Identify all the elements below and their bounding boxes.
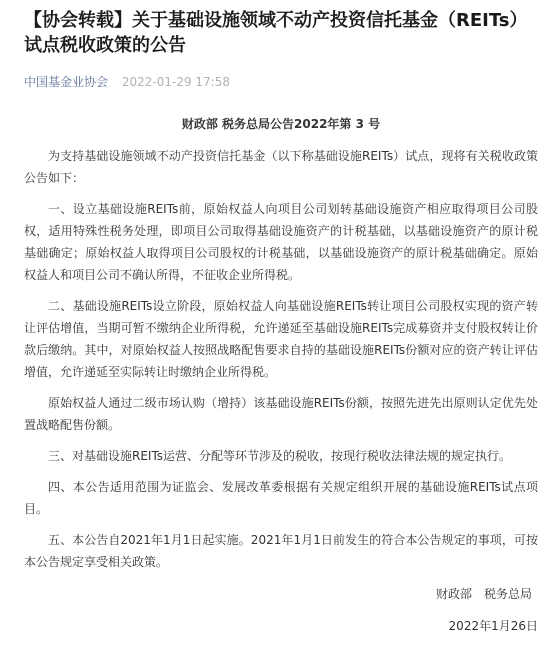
paragraph-item-5: 五、本公告自2021年1月1日起实施。2021年1月1日前发生的符合本公告规定的事项，可按本公告规定享受相关政策。: [24, 533, 538, 569]
paragraph-item-1: 一、设立基础设施REITs前，原始权益人向项目公司划转基础设施资产相应取得项目公司股权，适用特殊性税务处理，即项目公司取得基础设施资产的计税基础，以基础设施资产的原计税基础确定；原始权益人取得项目公司股权的计税基础，以基础设施资产的原计税基础确定。原始权益人和项目公司不确认所得，不征收企业所得税。: [24, 202, 538, 282]
publish-datetime: 2022-01-29 17:58: [121, 75, 230, 89]
source-link[interactable]: 中国基金业协会: [24, 75, 109, 89]
article-title: 【协会转载】关于基础设施领域不动产投资信托基金（REITs）试点税收政策的公告: [24, 10, 528, 56]
article-meta: [24, 73, 538, 91]
announcement-number: 财政部 税务总局公告2022年第 3 号: [181, 117, 381, 131]
sign-date: 2022年1月26日: [448, 619, 538, 633]
paragraph-item-2-supplement: 原始权益人通过二级市场认购（增持）该基础设施REITs份额，按照先进先出原则认定优先处置战略配售份额。: [24, 396, 538, 432]
signature: 财政部 税务总局: [435, 587, 532, 601]
paragraph-item-2: 二、基础设施REITs设立阶段，原始权益人向基础设施REITs转让项目公司股权实现的资产转让评估增值，当期可暂不缴纳企业所得税，允许递延至基础设施REITs完成募资并支付股权转让价款后缴纳。其中，对原始权益人按照战略配售要求自持的基础设施REITs份额对应的资产转让评估增值，允许递延至实际转让时缴纳企业所得税。: [24, 299, 538, 379]
article-body: [24, 113, 538, 637]
paragraph-intro: 为支持基础设施领域不动产投资信托基金（以下称基础设施REITs）试点，现将有关税收政策公告如下：: [24, 149, 538, 185]
paragraph-item-4: 四、本公告适用范围为证监会、发展改革委根据有关规定组织开展的基础设施REITs试点项目。: [24, 480, 538, 516]
paragraph-item-3: 三、对基础设施REITs运营、分配等环节涉及的税收，按现行税收法律法规的规定执行。: [48, 449, 512, 463]
